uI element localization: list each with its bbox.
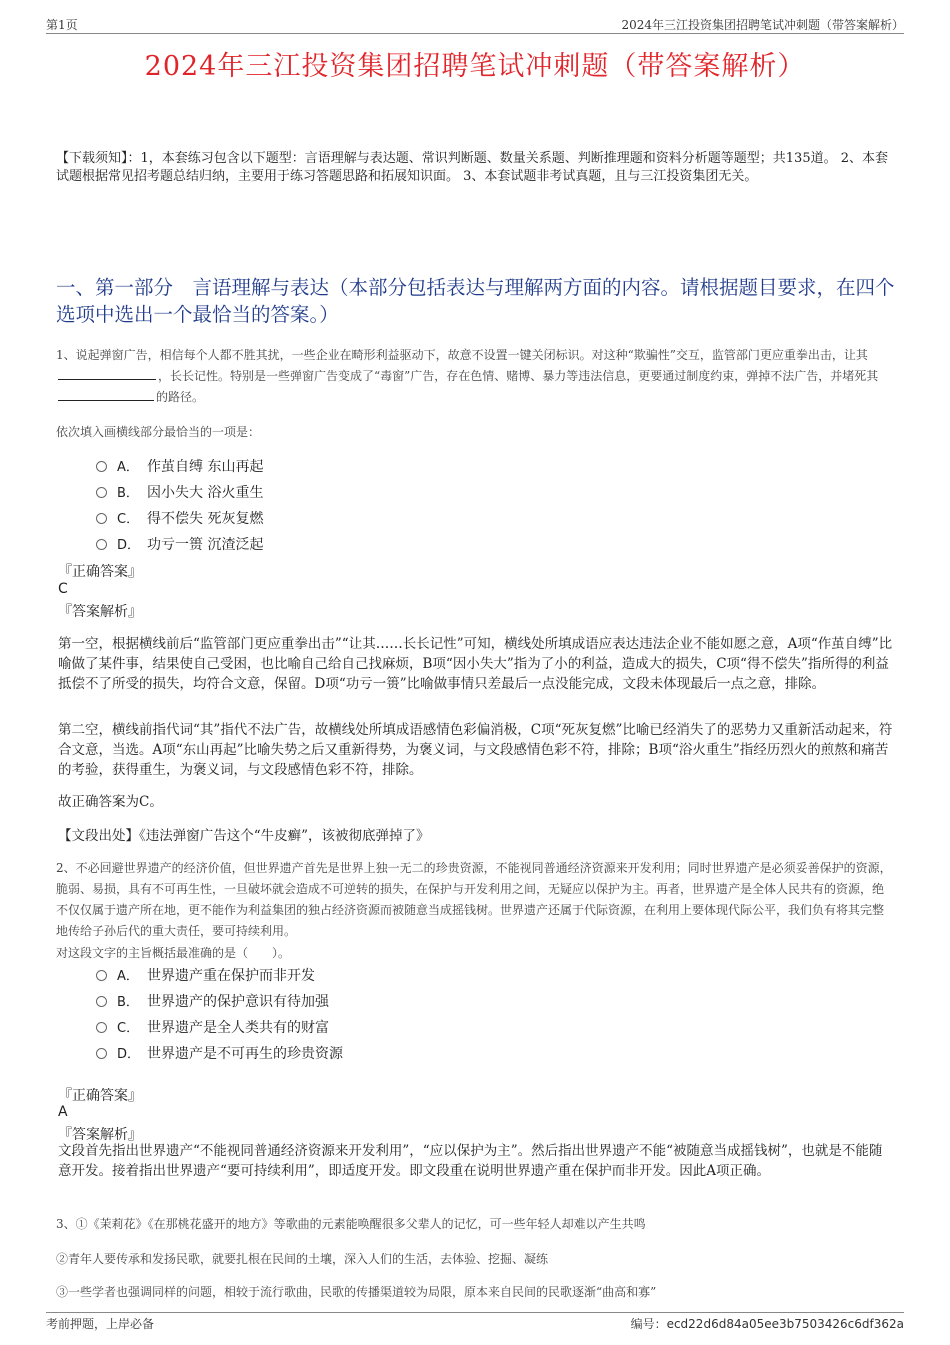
q1-option-a[interactable]: A． 作茧自缚 东山再起 <box>96 456 263 476</box>
radio-icon[interactable] <box>96 970 107 981</box>
q1-analysis-p3: 故正确答案为C。 <box>58 794 163 810</box>
radio-icon[interactable] <box>96 461 107 472</box>
q1-answer: C <box>58 581 68 597</box>
blank-1[interactable] <box>58 367 156 380</box>
q2-option-b[interactable]: B． 世界遗产的保护意识有待加强 <box>96 991 329 1011</box>
q1-analysis-p1: 第一空，根据横线前后“监管部门更应重拳出击”“让其……长长记性”可知，横线处所填成语应表达违法企业不能如愿之意，A项“作茧自缚”比喻做了某件事，结果使自己受困，也比喻自己给自己找麻烦，B项“因小失大”指为了小的利益，造成大的损失，C项“得不偿失”指所得的利益抵偿不了所受的损失，均符合文意，保留。D项“功亏一篑”比喻做事情只差最后一点没能完成，文段未体现最后一点之意，排除。 <box>58 636 893 692</box>
footer-divider <box>46 1312 904 1313</box>
radio-icon[interactable] <box>96 996 107 1007</box>
header-doc-title: 2024年三江投资集团招聘笔试冲刺题（带答案解析） <box>621 18 904 32</box>
q2-analysis-label: 『答案解析』 <box>58 1127 142 1143</box>
q2-option-a[interactable]: A． 世界遗产重在保护而非开发 <box>96 965 315 985</box>
section-heading: 一、第一部分 言语理解与表达（本部分包括表达与理解两方面的内容。请根据题目要求，在四个选项中选出一个最恰当的答案。） <box>56 276 895 326</box>
header-divider <box>46 33 904 34</box>
question-1-stem: 1、说起弹窗广告，相信每个人都不胜其扰，一些企业在畸形利益驱动下，故意不设置一键关闭标识。对这种“欺骗性”交互，监管部门更应重拳出击，让其，长长记性。特别是一些弹窗广告变成了“毒窗”广告，存在色情、赌博、暴力等违法信息，更要通过制度约束，弹掉不法广告，并堵死其的路径。 <box>56 348 879 404</box>
radio-icon[interactable] <box>96 1048 107 1059</box>
question-3-line-3: ③一些学者也强调同样的问题，相较于流行歌曲，民歌的传播渠道较为局限，原本来自民间的民歌逐渐“曲高和寡” <box>56 1285 657 1299</box>
footer-code: 编号：ecd22d6d84a05ee3b7503426c6df362a <box>630 1317 904 1331</box>
q1-option-c[interactable]: C． 得不偿失 死灰复燃 <box>96 508 263 528</box>
question-1-instruction: 依次填入画横线部分最恰当的一项是： <box>56 425 261 439</box>
radio-icon[interactable] <box>96 1022 107 1033</box>
q2-answer-label: 『正确答案』 <box>58 1088 142 1104</box>
q1-analysis-p2: 第二空，横线前指代词“其”指代不法广告，故横线处所填成语感情色彩偏消极，C项“死灰复燃”比喻已经消失了的恶势力又重新活动起来，符合文意，当选。A项“东山再起”比喻失势之后又重新得势，为褒义词，与文段感情色彩不符，排除；B项“浴火重生”指经历烈火的煎熬和痛苦的考验，获得重生，为褒义词，与文段感情色彩不符，排除。 <box>58 722 893 778</box>
q2-analysis: 文段首先指出世界遗产“不能视同普通经济资源来开发利用”，“应以保护为主”。然后指出世界遗产不能“被随意当成摇钱树”，也就是不能随意开发。接着指出世界遗产“要可持续利用”，即适度开发。即文段重在说明世界遗产重在保护而非开发。因此A项正确。 <box>58 1143 883 1179</box>
download-notice: 【下载须知】：1，本套练习包含以下题型：言语理解与表达题、常识判断题、数量关系题、判断推理题和资料分析题等题型；共135道。 2、本套试题根据常见招考题总结归纳，主要用于练习答题思路和拓展知识面。 3、本套试题非考试真题，且与三江投资集团无关。 <box>56 151 888 184</box>
q2-answer: A <box>58 1104 68 1120</box>
q1-option-b[interactable]: B． 因小失大 浴火重生 <box>96 482 263 502</box>
page-footer <box>46 1315 904 1331</box>
q2-option-d[interactable]: D． 世界遗产是不可再生的珍贵资源 <box>96 1043 343 1063</box>
radio-icon[interactable] <box>96 513 107 524</box>
footer-slogan: 考前押题，上岸必备 <box>46 1317 155 1331</box>
radio-icon[interactable] <box>96 539 107 550</box>
q1-source: 【文段出处】《违法弹窗广告这个“牛皮癣”，该被彻底弹掉了》 <box>58 828 430 844</box>
q1-analysis-label: 『答案解析』 <box>58 604 142 620</box>
question-2-stem: 2、不必回避世界遗产的经济价值，但世界遗产首先是世界上独一无二的珍贵资源，不能视同普通经济资源来开发利用；同时世界遗产是必须妥善保护的资源，脆弱、易损，具有不可再生性，一旦破坏就会造成不可逆转的损失，在保护与开发利用之间，无疑应以保护为主。再者，世界遗产是全体人民共有的资源，绝不仅仅属于遗产所在地，更不能作为利益集团的独占经济资源而被随意当成摇钱树。世界遗产还属于代际资源，在利用上要体现代际公平，我们负有将其完整地传给子孙后代的重大责任，要可持续利用。 <box>56 861 892 938</box>
question-3-line-2: ②青年人要传承和发扬民歌，就要扎根在民间的土壤，深入人们的生活，去体验、挖掘、凝练 <box>56 1252 549 1266</box>
radio-icon[interactable] <box>96 487 107 498</box>
q1-option-d[interactable]: D． 功亏一篑 沉渣泛起 <box>96 534 263 554</box>
page-header <box>46 16 904 32</box>
page-number: 第1页 <box>46 18 78 32</box>
q1-answer-label: 『正确答案』 <box>58 564 142 580</box>
blank-2[interactable] <box>58 388 154 401</box>
question-2-instruction: 对这段文字的主旨概括最准确的是（ ）。 <box>56 946 291 960</box>
page-title: 2024年三江投资集团招聘笔试冲刺题（带答案解析） <box>144 51 806 82</box>
question-3-stem: 3、①《茉莉花》《在那桃花盛开的地方》等歌曲的元素能唤醒很多父辈人的记忆，可一些年轻人却难以产生共鸣 <box>56 1217 646 1231</box>
q2-option-c[interactable]: C． 世界遗产是全人类共有的财富 <box>96 1017 329 1037</box>
